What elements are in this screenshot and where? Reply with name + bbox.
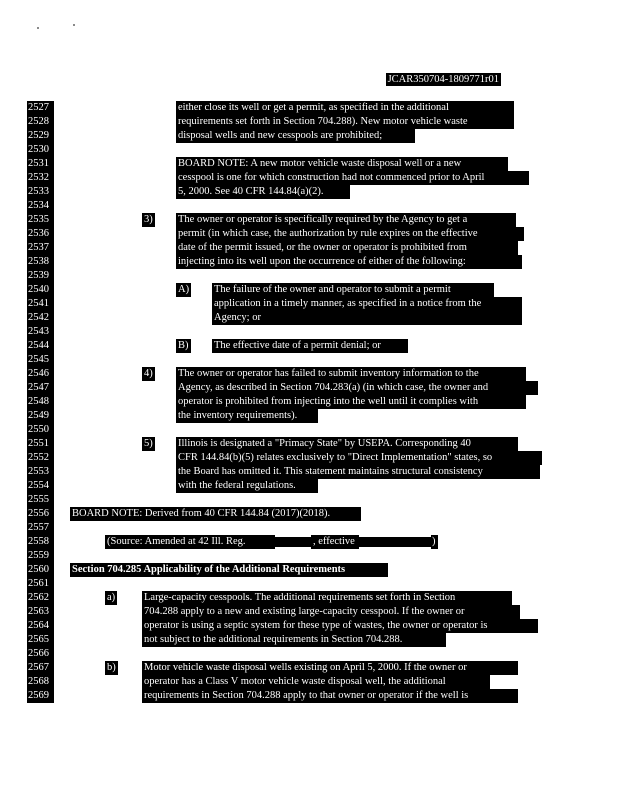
text-line [0, 185, 618, 199]
text-line [0, 661, 618, 675]
line-text: requirements set forth in Section 704.288). New motor vehicle waste [176, 115, 514, 129]
line-number: 2539 [27, 269, 54, 283]
line-number: 2542 [27, 311, 54, 325]
text-line [0, 507, 618, 521]
line-number: 2541 [27, 297, 54, 311]
board-note: BOARD NOTE: Derived from 40 CFR 144.84 (2017)(2018). [70, 507, 361, 521]
text-line [0, 297, 618, 311]
line-number: 2555 [27, 493, 54, 507]
text-line [0, 381, 618, 395]
line-number: 2531 [27, 157, 54, 171]
line-number: 2549 [27, 409, 54, 423]
line-text: Agency, as described in Section 704.283(a) (in which case, the owner and [176, 381, 538, 395]
text-line [0, 647, 618, 661]
line-number: 2551 [27, 437, 54, 451]
line-text: operator is using a septic system for these type of wastes, the owner or operator is [142, 619, 538, 633]
line-text: operator has a Class V motor vehicle waste disposal well, the additional [142, 675, 490, 689]
line-number: 2529 [27, 129, 54, 143]
line-number: 2528 [27, 115, 54, 129]
text-line [0, 395, 618, 409]
list-label: A) [178, 284, 190, 295]
line-number: 2535 [27, 213, 54, 227]
text-line [0, 367, 618, 381]
text-line [0, 227, 618, 241]
text-line [0, 409, 618, 423]
line-number: 2527 [27, 101, 54, 115]
text-line [0, 339, 618, 353]
line-number: 2544 [27, 339, 54, 353]
line-number: 2538 [27, 255, 54, 269]
line-number: 2532 [27, 171, 54, 185]
line-text: The failure of the owner and operator to submit a permit [212, 283, 494, 297]
line-text: the inventory requirements). [176, 409, 318, 423]
line-text: permit (in which case, the authorization by rule expires on the effective [176, 227, 524, 241]
list-label: B) [178, 340, 189, 351]
line-number: 2568 [27, 675, 54, 689]
text-line [0, 143, 618, 157]
text-line [0, 311, 618, 325]
text-line [0, 563, 618, 577]
line-text: Large-capacity cesspools. The additional requirements set forth in Section [142, 591, 512, 605]
text-line [0, 465, 618, 479]
line-number: 2548 [27, 395, 54, 409]
list-label: 5) [144, 438, 153, 449]
text-line [0, 423, 618, 437]
line-text: CFR 144.84(b)(5) relates exclusively to "Direct Implementation" states, so [176, 451, 542, 465]
line-text: cesspool is one for which construction had not commenced prior to April [176, 171, 529, 185]
source-effective: , effective [311, 535, 359, 549]
line-text: Motor vehicle waste disposal wells existing on April 5, 2000. If the owner or [142, 661, 518, 675]
line-text: requirements in Section 704.288 apply to that owner or operator if the well is [142, 689, 518, 703]
list-label: 4) [144, 368, 153, 379]
text-line [0, 255, 618, 269]
line-text: operator is prohibited from injecting into the well until it complies with [176, 395, 526, 409]
blank-field [359, 537, 431, 547]
list-label: b) [107, 662, 116, 673]
text-line [0, 577, 618, 591]
line-number: 2534 [27, 199, 54, 213]
source-line [0, 535, 618, 549]
line-number: 2560 [27, 563, 54, 577]
text-line [0, 633, 618, 647]
line-text: the Board has omitted it. This statement maintains structural consistency [176, 465, 540, 479]
line-number: 2565 [27, 633, 54, 647]
text-line [0, 451, 618, 465]
text-line [0, 171, 618, 185]
line-text: date of the permit issued, or the owner or operator is prohibited from [176, 241, 518, 255]
list-label: a) [107, 592, 116, 603]
line-number: 2552 [27, 451, 54, 465]
text-line [0, 689, 618, 703]
line-number: 2533 [27, 185, 54, 199]
line-number: 2569 [27, 689, 54, 703]
line-text: application in a timely manner, as specified in a notice from the [212, 297, 522, 311]
line-number: 2547 [27, 381, 54, 395]
line-text: 704.288 apply to a new and existing large-capacity cesspool. If the owner or [142, 605, 520, 619]
line-text: with the federal regulations. [176, 479, 318, 493]
line-number: 2530 [27, 143, 54, 157]
line-text: 5, 2000. See 40 CFR 144.84(a)(2). [176, 185, 350, 199]
text-line [0, 437, 618, 451]
line-number: 2546 [27, 367, 54, 381]
blank-field [275, 537, 311, 547]
text-line [0, 213, 618, 227]
line-text: The effective date of a permit denial; or [212, 339, 408, 353]
text-line [0, 675, 618, 689]
text-line [0, 479, 618, 493]
line-number: 2562 [27, 591, 54, 605]
line-number: 2559 [27, 549, 54, 563]
line-text: Illinois is designated a "Primacy State" by USEPA. Corresponding 40 [176, 437, 518, 451]
line-number: 2558 [27, 535, 54, 549]
line-number: 2554 [27, 479, 54, 493]
line-text: The owner or operator has failed to submit inventory information to the [176, 367, 526, 381]
text-line [0, 129, 618, 143]
text-line [0, 199, 618, 213]
text-line [0, 521, 618, 535]
line-number: 2556 [27, 507, 54, 521]
document-id-header: JCAR350704-1809771r01 [387, 74, 499, 85]
source-note: (Source: Amended at 42 Ill. Reg. [105, 535, 275, 549]
text-line [0, 269, 618, 283]
line-number: 2553 [27, 465, 54, 479]
line-text: not subject to the additional requirements in Section 704.288. [142, 633, 446, 647]
line-number: 2564 [27, 619, 54, 633]
line-number: 2566 [27, 647, 54, 661]
line-number: 2545 [27, 353, 54, 367]
scan-speck [37, 27, 39, 29]
line-number: 2561 [27, 577, 54, 591]
line-text: either close its well or get a permit, as specified in the additional [176, 101, 514, 115]
text-line [0, 493, 618, 507]
text-line [0, 283, 618, 297]
text-line [0, 157, 618, 171]
line-text: BOARD NOTE: A new motor vehicle waste disposal well or a new [176, 157, 508, 171]
text-line [0, 591, 618, 605]
line-number: 2550 [27, 423, 54, 437]
line-number: 2557 [27, 521, 54, 535]
text-line [0, 241, 618, 255]
line-text: disposal wells and new cesspools are prohibited; [176, 129, 415, 143]
source-close-paren: ) [431, 535, 438, 549]
text-line [0, 549, 618, 563]
text-line [0, 619, 618, 633]
line-number: 2567 [27, 661, 54, 675]
line-text: Agency; or [212, 311, 522, 325]
list-label: 3) [144, 214, 153, 225]
line-text: The owner or operator is specifically required by the Agency to get a [176, 213, 516, 227]
text-line [0, 115, 618, 129]
line-number: 2540 [27, 283, 54, 297]
line-number: 2563 [27, 605, 54, 619]
line-number: 2543 [27, 325, 54, 339]
line-number: 2537 [27, 241, 54, 255]
line-number: 2536 [27, 227, 54, 241]
scan-speck [73, 24, 75, 26]
text-line [0, 605, 618, 619]
section-heading: Section 704.285 Applicability of the Additional Requirements [70, 563, 388, 577]
text-line [0, 353, 618, 367]
text-line [0, 101, 618, 115]
line-text: injecting into its well upon the occurrence of either of the following: [176, 255, 522, 269]
text-line [0, 325, 618, 339]
